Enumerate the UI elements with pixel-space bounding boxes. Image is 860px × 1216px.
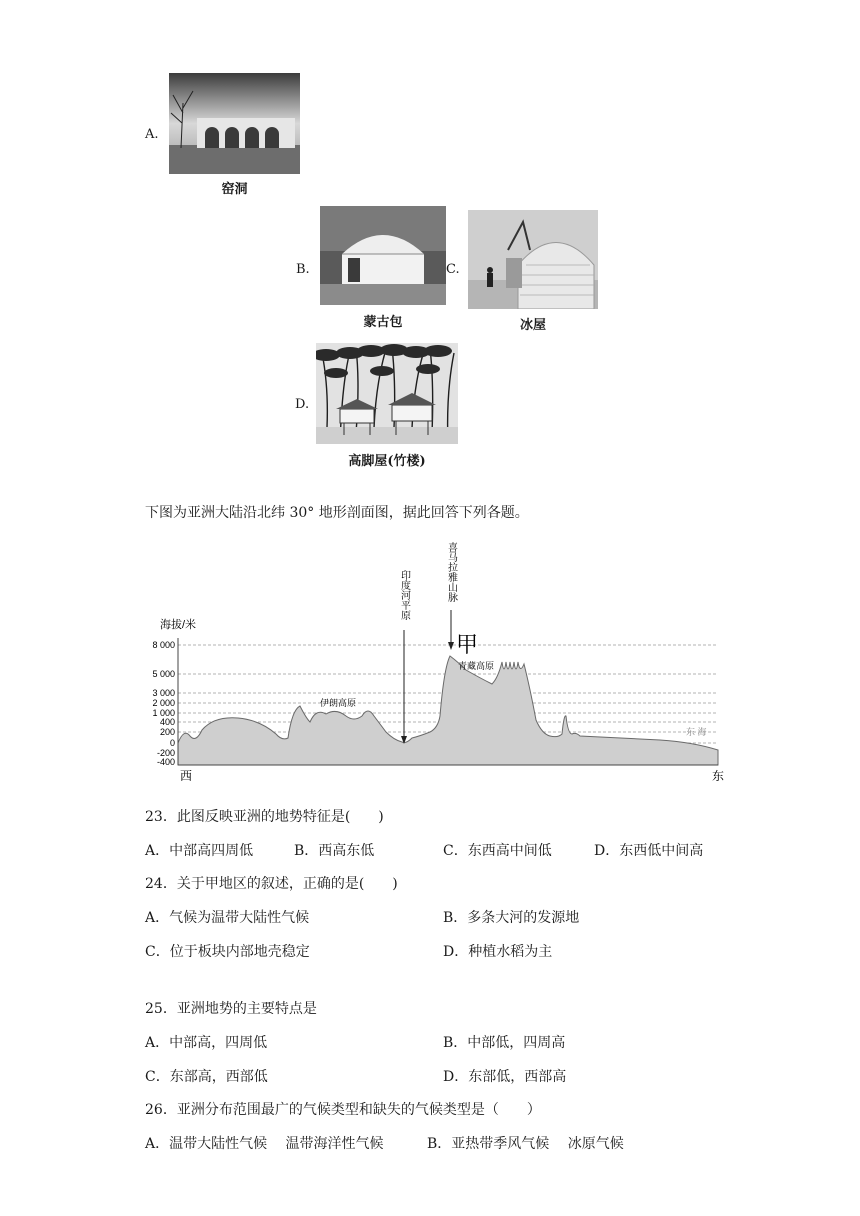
yurt-caption: 蒙古包 bbox=[363, 315, 403, 330]
y-tick-label: -400 bbox=[156, 757, 175, 767]
y-tick-labels bbox=[152, 640, 175, 767]
label-himalaya: 喜马拉雅山脉 bbox=[445, 542, 457, 602]
option-a-letter: A. bbox=[145, 127, 159, 142]
terrain-profile-chart bbox=[140, 538, 730, 788]
x-label-east: 东 bbox=[712, 769, 725, 783]
label-jia: 甲 bbox=[456, 633, 479, 658]
q23-stem: 23．此图反映亚洲的地势特征是( ) bbox=[145, 809, 384, 825]
y-tick-label: 0 bbox=[169, 738, 175, 748]
cave-dwelling-photo bbox=[169, 73, 300, 174]
igloo-photo bbox=[468, 210, 598, 309]
label-indus-plain: 印度河平原 bbox=[398, 570, 410, 620]
q25-option-a[interactable]: A．中部高，四周低 bbox=[145, 1035, 268, 1051]
y-tick-label: 1 000 bbox=[152, 708, 175, 718]
y-tick-label: -200 bbox=[156, 748, 175, 758]
q23-option-c[interactable]: C．东西高中间低 bbox=[443, 843, 552, 859]
q25-option-c[interactable]: C．东部高，西部低 bbox=[145, 1069, 268, 1085]
y-tick-label: 2 000 bbox=[152, 698, 175, 708]
y-tick-label: 8 000 bbox=[152, 640, 175, 650]
q26-option-a[interactable]: A．温带大陆性气候 温带海洋性气候 bbox=[145, 1136, 384, 1152]
q23-option-a[interactable]: A．中部高四周低 bbox=[145, 843, 254, 859]
label-iranian-plateau: 伊朗高原 bbox=[320, 698, 357, 708]
x-label-west: 西 bbox=[180, 769, 193, 783]
q23-option-d[interactable]: D．东西低中间高 bbox=[594, 843, 704, 859]
label-east-sea: 东 海 bbox=[686, 727, 707, 737]
y-axis-title: 海拔/米 bbox=[160, 619, 197, 631]
terrain-profile-area bbox=[178, 656, 718, 765]
y-tick-label: 3 000 bbox=[152, 688, 175, 698]
q26-stem: 26．亚洲分布范围最广的气候类型和缺失的气候类型是（ ） bbox=[145, 1102, 541, 1118]
option-c-letter: C. bbox=[446, 262, 460, 277]
q25-option-d[interactable]: D．东部低，西部高 bbox=[443, 1069, 567, 1085]
himalaya-arrowhead bbox=[448, 642, 454, 650]
stilt-house-caption: 高脚屋(竹楼) bbox=[348, 454, 426, 469]
option-d-letter: D. bbox=[295, 397, 310, 412]
q26-option-b[interactable]: B．亚热带季风气候 冰原气候 bbox=[427, 1136, 624, 1152]
q24-stem: 24．关于甲地区的叙述，正确的是( ) bbox=[145, 876, 398, 892]
section-intro: 下图为亚洲大陆沿北纬 30° 地形剖面图，据此回答下列各题。 bbox=[145, 505, 529, 521]
label-tibetan-plateau: 青藏高原 bbox=[458, 661, 495, 671]
option-b-letter: B. bbox=[296, 262, 310, 277]
y-tick-label: 5 000 bbox=[152, 669, 175, 679]
q24-option-b[interactable]: B．多条大河的发源地 bbox=[443, 910, 580, 926]
igloo-caption: 冰屋 bbox=[519, 318, 546, 333]
stilt-house-photo bbox=[316, 343, 458, 444]
q25-stem: 25．亚洲地势的主要特点是 bbox=[145, 1001, 317, 1017]
y-tick-label: 400 bbox=[159, 717, 175, 727]
q24-option-c[interactable]: C．位于板块内部地壳稳定 bbox=[145, 944, 310, 960]
q23-option-b[interactable]: B．西高东低 bbox=[294, 843, 375, 859]
q25-option-b[interactable]: B．中部低，四周高 bbox=[443, 1035, 566, 1051]
y-tick-label: 200 bbox=[159, 727, 175, 737]
cave-dwelling-caption: 窑洞 bbox=[221, 182, 248, 197]
q24-option-a[interactable]: A．气候为温带大陆性气候 bbox=[145, 910, 310, 926]
q24-option-d[interactable]: D．种植水稻为主 bbox=[443, 944, 553, 960]
yurt-photo bbox=[320, 206, 446, 305]
